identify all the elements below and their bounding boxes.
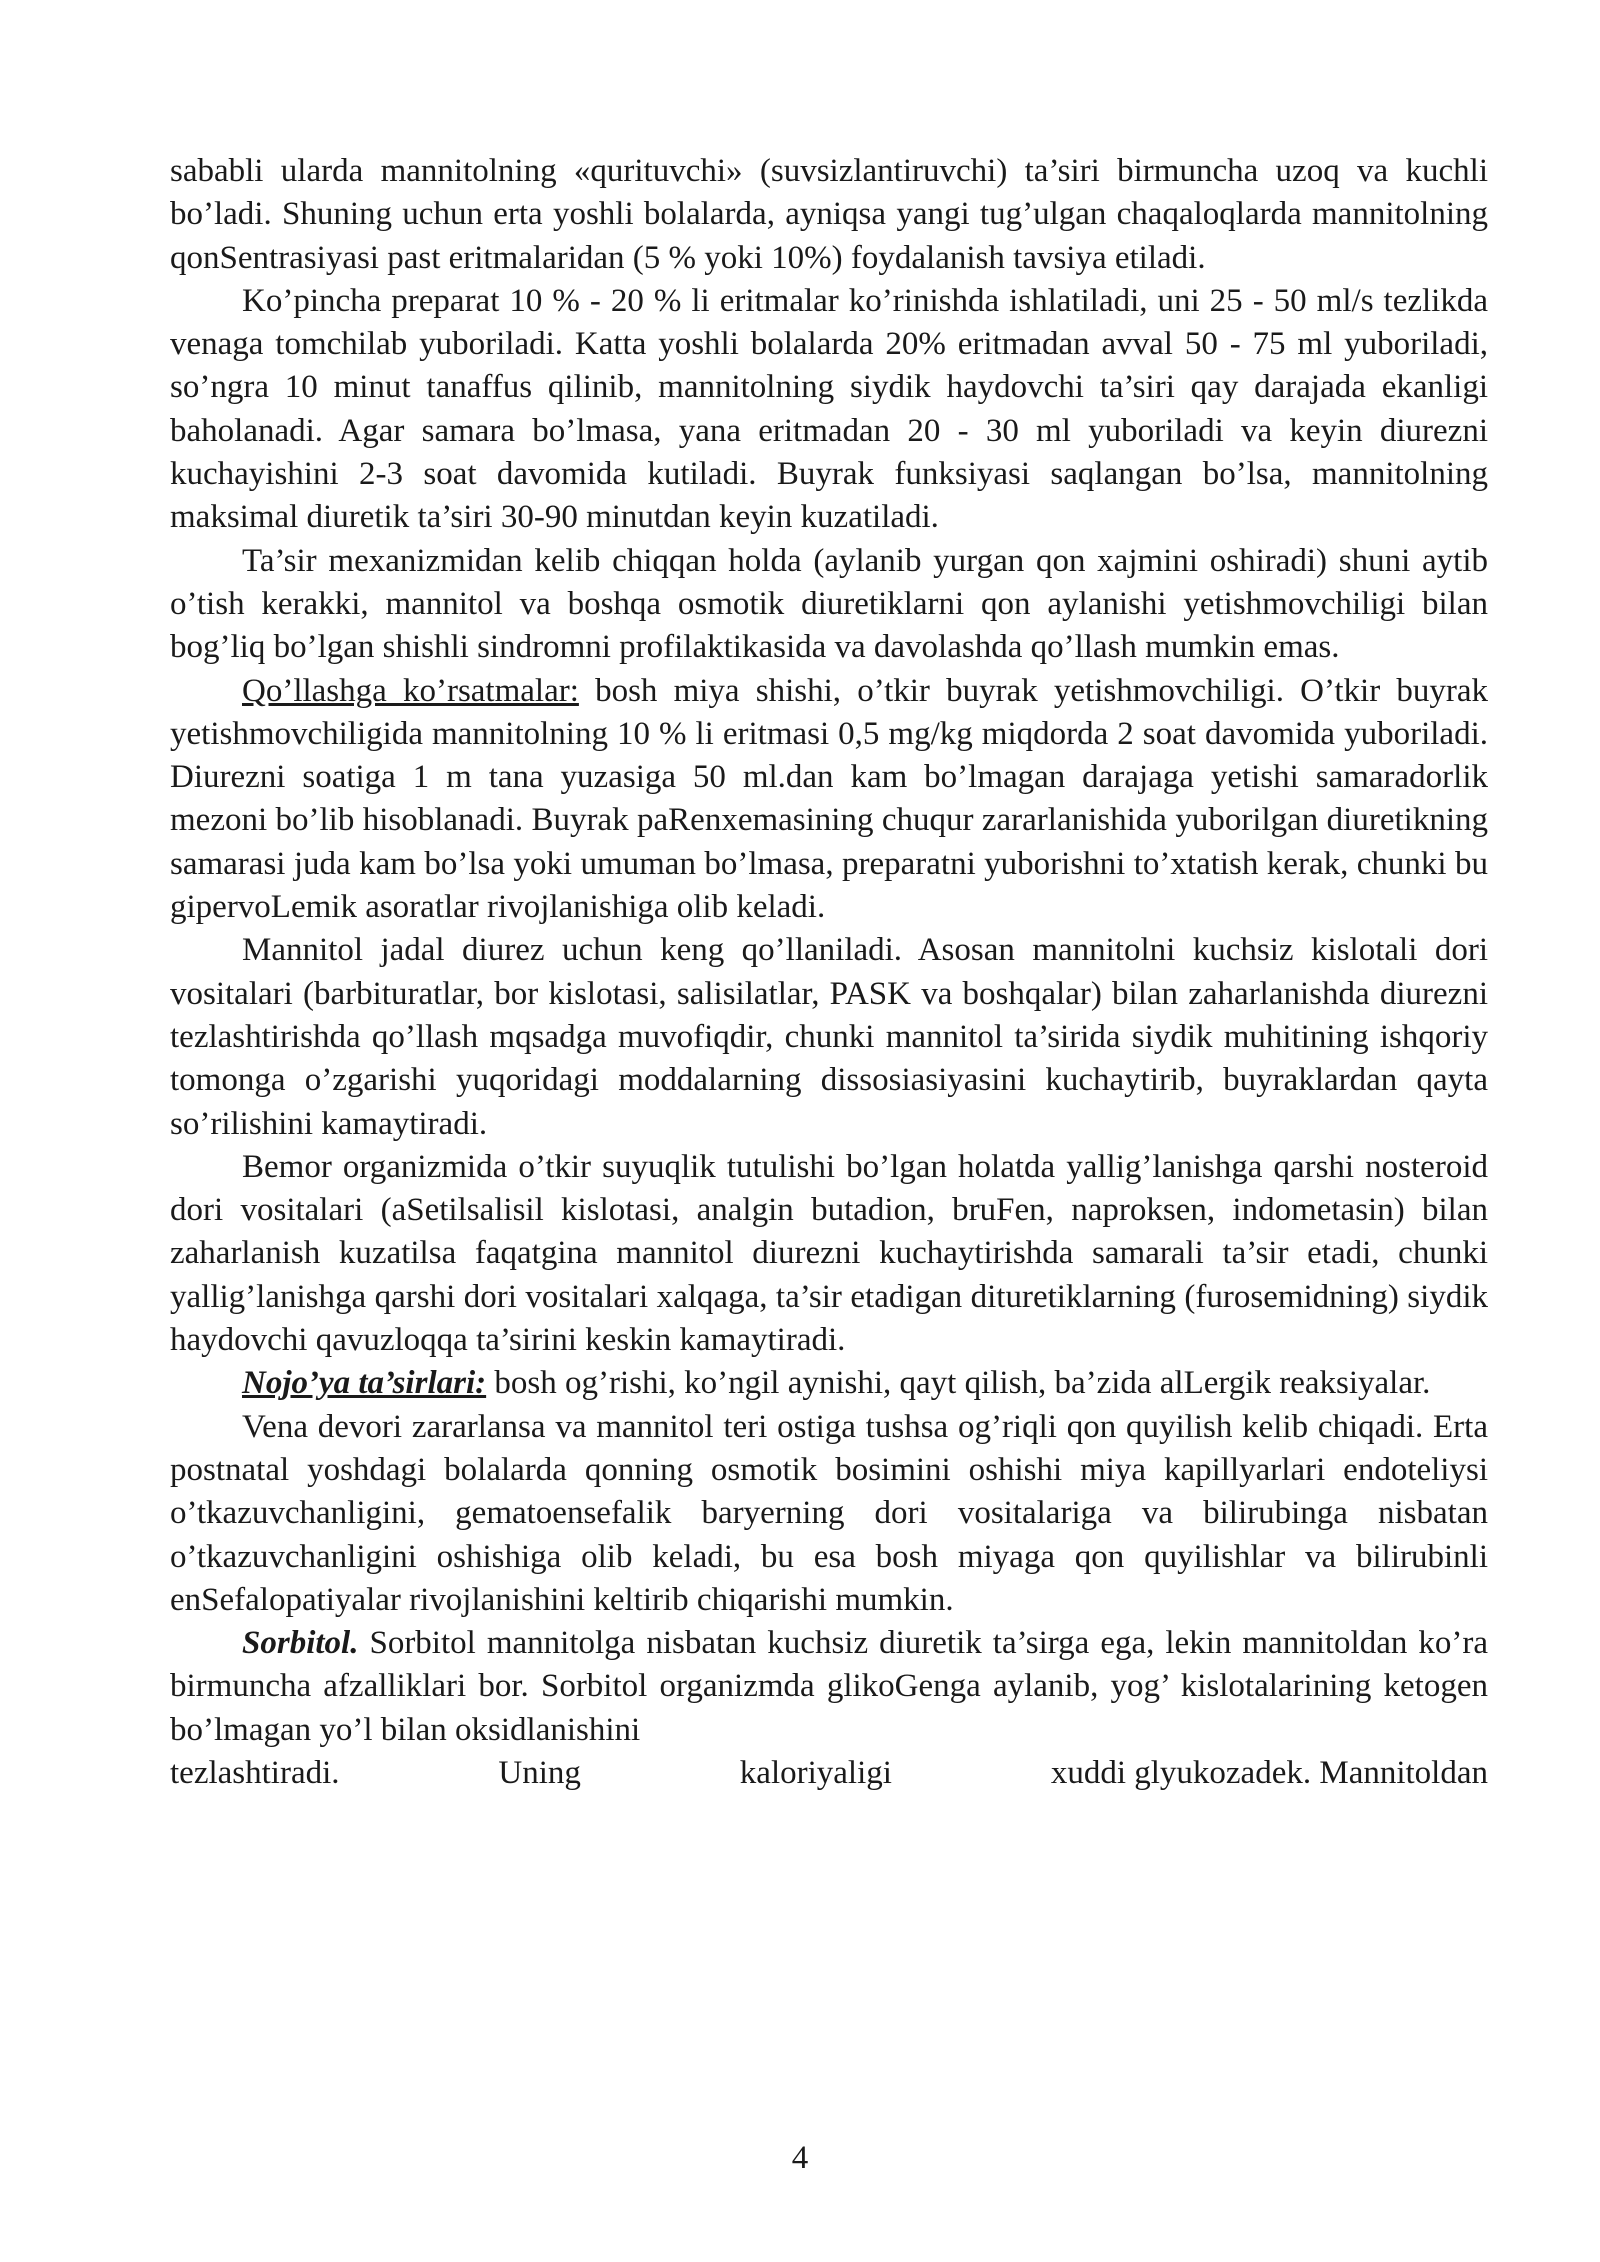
paragraph-1-text: sababli ularda mannitolning «qurituvchi» (suvsizlantiruvchi) ta’siri birmuncha uzoq va kuchli bo’ladi. Shuning uchun erta yoshli bolalarda, ayniqsa yangi tug’ulgan chaqaloqlarda mannitolning qonSentrasiyasi past eritmalaridan (5 % yoki 10%) foydalanish tavsiya etiladi. <box>170 153 1488 276</box>
paragraph-1 <box>170 150 1488 280</box>
paragraph-7-text: bosh og’rishi, ko’ngil aynishi, qayt qilish, ba’zida alLergik reaksiyalar. <box>486 1365 1431 1402</box>
paragraph-4 <box>170 670 1488 930</box>
paragraph-8-text: Vena devori zararlansa va mannitol teri ostiga tushsa og’riqli qon quyilish kelib chiqadi. Erta postnatal yoshdagi bolalarda qonning osmotik bosimini oshishi miya kapillyarlari endoteliysi o’tkazuvchanligini, gematoensefalik baryerning dori vositalariga va bilirubinga nisbatan o’tkazuvchanligini oshishiga olib keladi, bu esa bosh miyaga qon quyilishlar va bilirubinli enSefalopatiyalar rivojlanishini keltirib chiqarishi mumkin. <box>170 1408 1488 1618</box>
sorbitol-heading: Sorbitol. <box>242 1625 359 1662</box>
last-line <box>170 1752 1488 1795</box>
paragraph-9 <box>170 1622 1488 1752</box>
paragraph-7 <box>170 1362 1488 1405</box>
paragraph-9-text: Sorbitol mannitolga nisbatan kuchsiz diuretik ta’sirga ega, lekin mannitoldan ko’ra birmuncha afzalliklari bor. Sorbitol organizmda glikoGenga aylanib, yog’ kislotalarining ketogen bo’lmagan yo’l bilan oksidlanishini <box>170 1625 1488 1748</box>
paragraph-8 <box>170 1406 1488 1622</box>
page-number: 4 <box>791 2140 809 2176</box>
paragraph-4-text: bosh miya shishi, o’tkir buyrak yetishmovchiligi. O’tkir buyrak yetishmovchiligida mannitolning 10 % li eritmasi 0,5 mg/kg miqdorda 2 soat davomida yuboriladi. Diurezni soatiga 1 m tana yuzasiga 50 ml.dan kam bo’lmagan darajaga yetishi samaradorlik mezoni bo’lib hisoblanadi. Buyrak paRenxemasining chuqur zararlanishida yuborilgan diuretikning samarasi juda kam bo’lsa yoki umuman bo’lmasa, preparatni yuborishni to’xtatish kerak, chunki bu gipervoLemik asoratlar rivojlanishiga olib keladi. <box>170 672 1489 926</box>
paragraph-2 <box>170 280 1488 540</box>
document-page <box>170 150 1488 1795</box>
last-line-word-1: tezlashtiradi. <box>170 1754 340 1791</box>
paragraph-3-text: Ta’sir mexanizmidan kelib chiqqan holda (aylanib yurgan qon xajmini oshiradi) shuni aytib o’tish kerakki, mannitol va boshqa osmotik diuretiklarni qon aylanishi yetishmovchiligi bilan bog’liq bo’lgan shishli sindromni profilaktikasida va davolashda qo’llash mumkin emas. <box>170 542 1488 666</box>
paragraph-3 <box>170 540 1488 670</box>
indications-heading: Qo’llashga ko’rsatmalar: <box>242 672 579 709</box>
last-line-word-2: Uning <box>498 1754 581 1791</box>
last-line-word-3: kaloriyaligi <box>739 1754 892 1791</box>
paragraph-6 <box>170 1146 1488 1362</box>
paragraph-2-text: Ko’pincha preparat 10 % - 20 % li eritmalar ko’rinishda ishlatiladi, uni 25 - 50 ml/s tezlikda venaga tomchilab yuboriladi. Katta yoshli bolalarda 20% eritmadan avval 50 - 75 ml yuboriladi, so’ngra 10 minut tanaffus qilinib, mannitolning siydik haydovchi ta’siri qay darajada ekanligi baholanadi. Agar samara bo’lmasa, yana eritmadan 20 - 30 ml yuboriladi va keyin diurezni kuchayishini 2-3 soat davomida kutiladi. Buyrak funksiyasi saqlangan bo’lsa, mannitolning maksimal diuretik ta’siri 30-90 minutdan keyin kuzatiladi. <box>170 282 1488 536</box>
paragraph-5-text: Mannitol jadal diurez uchun keng qo’llaniladi. Asosan mannitolni kuchsiz kislotali dori vositalari (barbituratlar, bor kislotasi, salisilatlar, PASK va boshqalar) bilan zaharlanishda diurezni tezlashtirishda qo’llash mqsadga muvofiqdir, chunki mannitol ta’sirida siydik muhitining ishqoriy tomonga o’zgarishi yuqoridagi moddalarning dissosiasiyasini kuchaytirib, buyraklardan qayta so’rilishini kamaytiradi. <box>170 932 1488 1142</box>
side-effects-heading: Nojo’ya ta’sirlari: <box>242 1365 487 1402</box>
paragraph-5 <box>170 929 1488 1145</box>
last-line-word-4: xuddi glyukozadek. Mannitoldan <box>1050 1754 1488 1791</box>
paragraph-6-text: Bemor organizmida o’tkir suyuqlik tutulishi bo’lgan holatda yallig’lanishga qarshi nosteroid dori vositalari (aSetilsalisil kislotasi, analgin butadion, bruFen, naproksen, indometasin) bilan zaharlanish kuzatilsa faqatgina mannitol diurezni kuchaytirishda samarali ta’sir etadi, chunki yallig’lanishga qarshi dori vositalari xalqaga, ta’sir etadigan dituretiklarning (furosemidning) siydik haydovchi qavuzloqqa ta’sirini keskin kamaytiradi. <box>170 1148 1488 1359</box>
